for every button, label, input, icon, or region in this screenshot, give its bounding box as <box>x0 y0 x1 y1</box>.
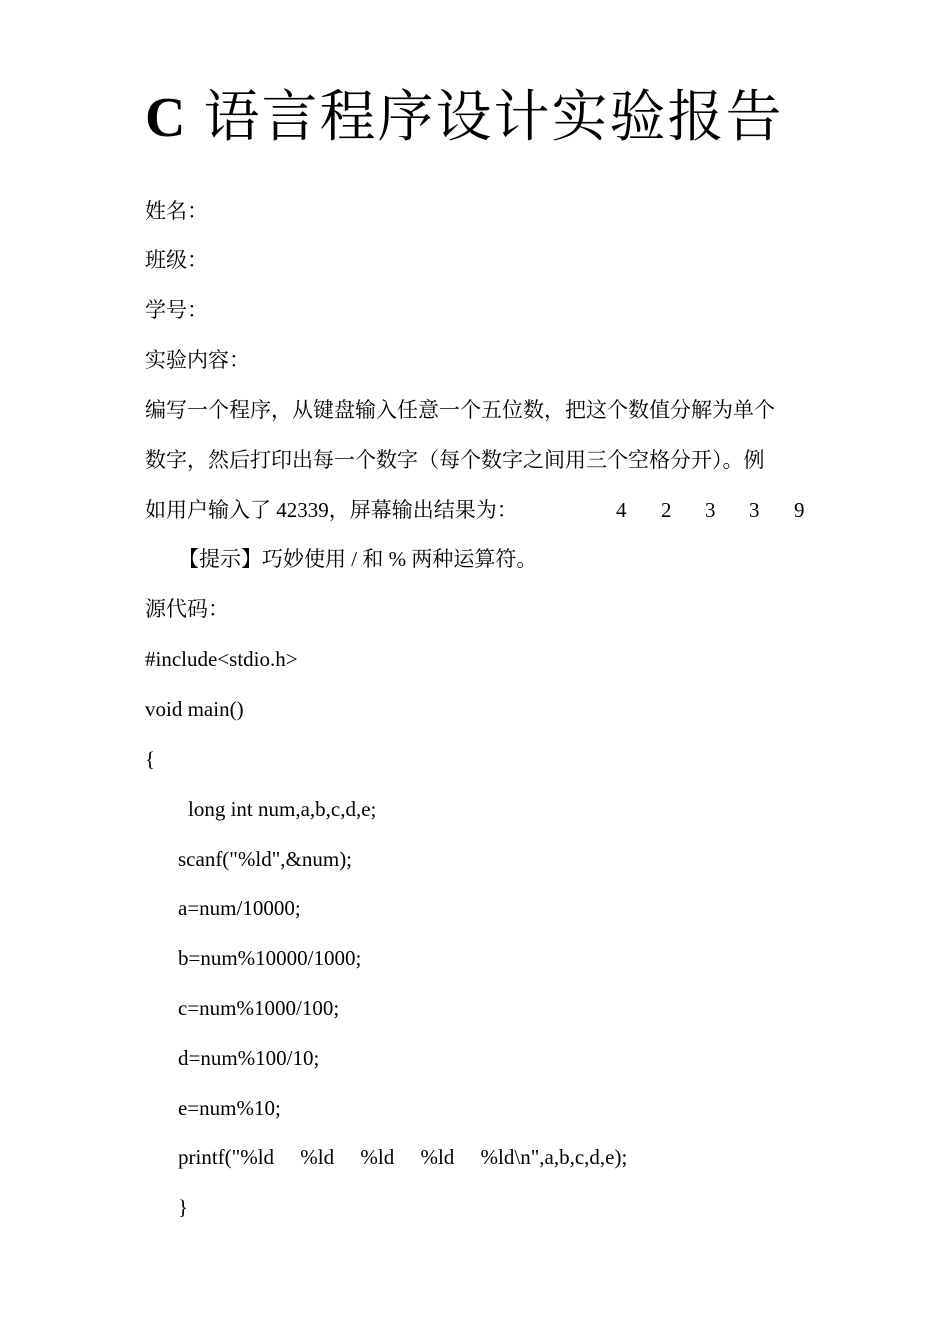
title-lead: C <box>145 87 188 149</box>
code-assign-b: b=num%10000/1000; <box>178 946 362 970</box>
output-digit: 9 <box>794 498 805 522</box>
task-line-2: 数字，然后打印出每一个数字（每个数字之间用三个空格分开）。例 <box>145 448 765 472</box>
student-id-field: 学号： <box>145 298 208 322</box>
source-heading: 源代码： <box>145 597 229 621</box>
output-digit: 4 <box>616 498 627 522</box>
output-digit: 2 <box>661 498 672 522</box>
code-close-brace: } <box>178 1195 189 1219</box>
task-line-3: 如用户输入了 42339，屏幕输出结果为： <box>145 498 518 522</box>
title-rest: 语言程序设计实验报告 <box>187 87 784 149</box>
code-scanf: scanf("%ld",&num); <box>178 847 353 871</box>
class-field: 班级： <box>145 248 208 272</box>
output-digit: 3 <box>705 498 716 522</box>
code-include: #include<stdio.h> <box>145 647 298 671</box>
code-assign-e: e=num%10; <box>178 1096 281 1120</box>
code-main: void main() <box>145 697 244 721</box>
name-field: 姓名： <box>145 199 208 223</box>
code-assign-d: d=num%100/10; <box>178 1046 320 1070</box>
code-open-brace: { <box>145 747 156 771</box>
code-declaration: long int num,a,b,c,d,e; <box>188 797 377 821</box>
hint-text: 【提示】巧妙使用 / 和 % 两种运算符。 <box>178 547 538 571</box>
code-assign-c: c=num%1000/100; <box>178 996 340 1020</box>
task-line-1: 编写一个程序，从键盘输入任意一个五位数，把这个数值分解为单个 <box>145 398 775 422</box>
report-title <box>145 82 783 154</box>
output-digit: 3 <box>749 498 760 522</box>
content-heading: 实验内容： <box>145 348 250 372</box>
code-printf: printf("%ld %ld %ld %ld %ld\n",a,b,c,d,e); <box>178 1145 628 1169</box>
code-assign-a: a=num/10000; <box>178 896 301 920</box>
